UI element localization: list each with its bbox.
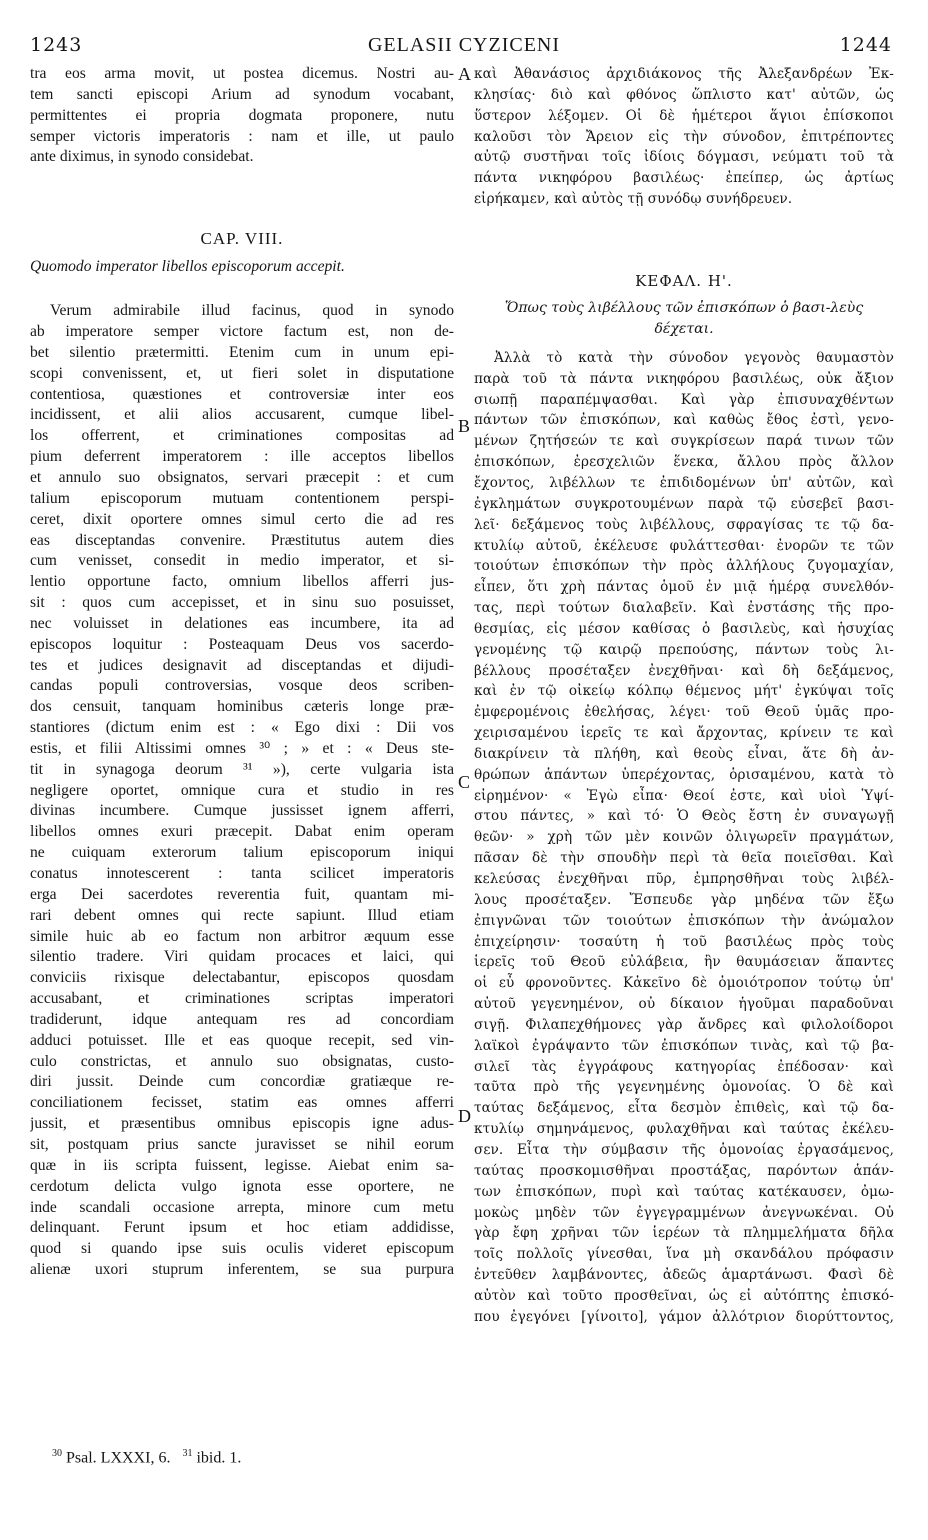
footnote-ref-30: Psal. LXXXI, 6. xyxy=(66,1449,171,1467)
text-line: delinquant. Ferunt ipsum et hoc etiam addidisse, xyxy=(30,1219,454,1237)
text-line: divinas incumbere. Cumque jussisset ignem afferri, xyxy=(30,802,454,820)
text-line: που ἐγεγόνει [γίνοιτο], γάμον ἀλλότριον διορύττοντος, xyxy=(474,1308,894,1325)
latin-chapter-subtitle: Quomodo imperator libellos episcoporum accepit. xyxy=(30,258,345,276)
text-line: contentiosa, quæstiones et controversiæ inter eos xyxy=(30,385,454,403)
text-line: οἱ εὖ φρονοῦντες. Κἀκεῖνο δὲ ὁμοιότροπον τούτῳ ὑπ' xyxy=(474,975,894,992)
latin-body-text xyxy=(30,301,454,1281)
text-line: πᾶσαν δὲ τὴν σπουδὴν περὶ τὰ θεῖα ποιεῖσθαι. Καὶ xyxy=(474,850,894,867)
text-line: cerdotum delicta vulgo ignota esse oportere, ne xyxy=(30,1177,454,1195)
text-line: adduci potuisset. Ille et eas quoque recepit, sed vin- xyxy=(30,1031,454,1049)
text-line: talium episcoporum mutuam contentionem perspi- xyxy=(30,489,454,507)
text-line: tit in synagoga deorum ³¹ »), certe vulgaria ista xyxy=(30,760,454,778)
section-marker-b: B xyxy=(458,416,471,436)
text-line: ἐπιχείρησιν· τοσαύτη ἡ τοῦ βασιλέως πρὸς τοὺς xyxy=(474,933,894,950)
text-line: τοῖς πολλοῖς γίνεσθαι, ἵνα μὴ σκανδάλου πρόφασιν xyxy=(474,1246,894,1263)
text-line: tes et judices designavit ad disceptandas et dijudi- xyxy=(30,656,454,674)
section-marker-c: C xyxy=(458,772,471,792)
latin-column xyxy=(30,64,454,1281)
text-line: γενομένης τῷ καιρῷ πρεπούσης, πάντων τοὺς λι- xyxy=(474,641,894,658)
greek-column xyxy=(474,64,894,1328)
text-line: κτυλίῳ αὐτοῦ, ἐκέλευσε φυλάττεσθαι· ἐνορῶν τε τῶν xyxy=(474,537,894,554)
text-line: tra eos arma movit, ut postea dicemus. Nostri au- xyxy=(30,65,454,82)
text-line: bet silentio prætermitti. Etenim cum in unum epi- xyxy=(30,343,454,361)
text-line: θεσμίας, εἰς μέσον καθίσας ὁ βασιλεὺς, καὶ ἡσυχίας xyxy=(474,620,894,637)
text-line: candas populi controversias, vosque deos scriben- xyxy=(30,677,454,695)
page-number-right: 1244 xyxy=(839,34,892,56)
text-line: silentio tradere. Viri quidam procaces et laici, qui xyxy=(30,948,454,966)
greek-chapter-title: ΚΕΦΑΛ. Η'. xyxy=(635,271,733,290)
text-line: Ἀλλὰ τὸ κατὰ τὴν σύνοδον γεγονὸς θαυμαστὸν xyxy=(494,349,894,366)
text-line: καλοῦσι τὸν Ἄρειον εἰς τὴν σύνοδον, ἐπιτρέποντες xyxy=(474,128,894,145)
text-line: ἔχοντος, λιβέλλων τε ἐπιδιδομένων ὑπ' αὐτῶν, καὶ xyxy=(474,474,894,491)
text-line: καὶ Ἀθανάσιος ἀρχιδιάκονος τῆς Ἀλεξανδρέων Ἐκ- xyxy=(474,66,894,82)
text-line: αὐτοῦ γεγενημένον, οὐ δίκαιον ἡγοῦμαι παραδοῦναι xyxy=(474,996,894,1013)
text-line: et annulo suo obsignatos, servari præcepit : et cum xyxy=(30,468,454,486)
text-line: erga Dei sacerdotes reverentia fuit, quantam mi- xyxy=(30,885,454,903)
text-line: αὐτὸν καὶ τοῦτο προσθεῖναι, ὡς εἰ αὐτόπτης ἐπισκό- xyxy=(474,1287,894,1304)
section-marker-d: D xyxy=(458,1106,471,1126)
text-line: βέλλους προσέταξεν ἐνεχθῆναι· καὶ δὴ δεξάμενος, xyxy=(474,662,894,679)
text-line: στου πάντες, » καὶ τό· Ὁ Θεὸς ἔστη ἐν συναγωγῇ xyxy=(474,808,894,825)
text-line: αὐτῷ συστῆναι τοῖς ἰδίοις δόγμασι, νεύματι τοῦ τὰ xyxy=(474,149,894,166)
running-title: GELASII CYZICENI xyxy=(367,34,561,56)
text-line: θεῶν· » χρὴ τῶν μὲν κοινῶν ὀλιγωρεῖν πραγμάτων, xyxy=(474,829,894,846)
text-line: scopi convenissent, et, ut fieri solet in disputatione xyxy=(30,364,454,382)
text-line: negligere oportet, omnique cura et studio in res xyxy=(30,781,454,799)
latin-top-paragraph xyxy=(30,64,454,168)
footnote-number-31: 31 xyxy=(182,1448,193,1459)
footnote-ref-31: ibid. 1. xyxy=(196,1449,242,1467)
text-line: estis, et filii Altissimi omnes ³⁰ ; » et : « Deus ste- xyxy=(30,739,454,757)
text-line: ἐγκλημάτων συγκροτουμένων παρὰ τῷ εὐσεβεῖ βασι- xyxy=(474,495,894,512)
text-line: λους προσέταξεν. Ἔσπευδε γὰρ μηδένα τῶν ἔξω xyxy=(474,891,894,908)
text-line: σιγῇ. Φιλαπεχθήμονες γὰρ ἄνδρες καὶ φιλολοίδοροι xyxy=(474,1016,894,1033)
text-line: quod si quando ipse suis oculis videret episcopum xyxy=(30,1240,454,1258)
text-line: culo constrictas, et annulo suo obsignatas, custo- xyxy=(30,1052,454,1070)
text-line: κτυλίῳ σημηνάμενος, φυλαχθῆναι καὶ ταύτας ἐκέλευ- xyxy=(474,1121,894,1138)
text-line: μοκὼς μηδὲν τῶν ἐγγεγραμμένων ἀνεγνωκέναι. Οὐ xyxy=(474,1204,894,1221)
text-line: εἶπεν, ὅτι χρὴ πάντας ὁμοῦ ἐν μιᾷ ἡμέρᾳ συνελθόν- xyxy=(474,579,894,596)
footnote-number-30: 30 xyxy=(52,1448,62,1459)
text-line: inde scandali occasione arrepta, minore cum metu xyxy=(30,1198,454,1216)
text-line: κελεύσας ἐνεχθῆναι πῦρ, ἐμπρησθῆναι τοὺς λιβέλ- xyxy=(474,871,894,887)
text-line: σιλεῖ τὰς ἐγγράφους κατηγορίας ἐπέδοσαν· καὶ xyxy=(474,1058,894,1075)
text-line: nec voluisset in delationes eas incumbere, ita ad xyxy=(30,614,454,632)
text-line: ab imperatore semper victore factum est, non de- xyxy=(30,323,454,341)
text-line: accusabant, et criminationes scriptas imperatori xyxy=(30,990,454,1008)
text-line: tem sancti episcopi Arium ad synodum vocabant, xyxy=(30,85,454,103)
text-line: diri jussit. Deinde cum concordiæ gratiæque re- xyxy=(30,1073,454,1091)
text-line: conviciis rixisque delectabantur, episcopos quosdam xyxy=(30,969,454,987)
text-line: διακρίνειν τὰ πλήθη, καὶ θεοὺς εἶναι, ἅτε δὴ ἀν- xyxy=(474,745,894,762)
text-line: πάντων τῶν ἐπισκόπων, καὶ καθὼς ἔθος ἐστὶ, γενο- xyxy=(474,412,894,429)
text-line: eas disceptandas convenire. Præstitutus autem dies xyxy=(30,531,454,549)
text-line: quæ in iis scripta fuissent, legisse. Aiebat enim sa- xyxy=(30,1156,454,1174)
text-line: εἰρημένον· « Ἐγὼ εἶπα· Θεοί ἐστε, καὶ υἱοὶ Ὑψί- xyxy=(474,787,894,804)
text-line: cum venisset, consedit in medio imperator, et si- xyxy=(30,552,454,570)
text-line: ταύτας δεξάμενος, εἶτα δεσμὸν ἐπιθεὶς, καὶ τῷ δα- xyxy=(474,1100,894,1117)
text-line: ἐμφερομένοις ἐθελήσας, λέγει· τοῦ Θεοῦ ὑμᾶς προ- xyxy=(474,704,894,721)
text-line: stantiores (dictum enim est : « Ego dixi : Dii vos xyxy=(30,719,454,737)
text-line: χειρισαμένου ἱερεῖς τε καὶ ἄρχοντας, κρίνειν τε καὶ xyxy=(474,725,894,742)
text-line: παρὰ τοῦ τὰ πάντα νικηφόρου βασιλέως, οὐκ ἄξιον xyxy=(474,370,894,387)
text-line: των ἐπισκόπων, πυρὶ καὶ ταύτας κατέκαυσεν, ὀμω- xyxy=(474,1183,894,1200)
text-line: conatus innotescerent : tanta scilicet imperatoris xyxy=(30,865,454,882)
text-line: λαϊκοὶ ἐγράψαντο τῶν ἐπισκόπων τινὰς, καὶ τῷ βα- xyxy=(474,1037,894,1054)
greek-top-paragraph xyxy=(474,64,894,210)
text-line: rari debent omnes qui recte sapiunt. Illud etiam xyxy=(30,906,454,924)
text-line: γὰρ ἔφη χρῆναι τῶν ἱερέων τὰ πλημμελήματα δῆλα xyxy=(474,1225,894,1242)
text-line: jussit, et præsentibus omnibus episcopis igne adus- xyxy=(30,1115,454,1133)
text-line: καὶ ἐν τῷ οἰκείῳ κόλπῳ θέμενος μήτ' ἐγκύψαι τοῖς xyxy=(474,683,894,700)
text-line: ὕστερον λέξομεν. Οἱ δὲ ἡμέτεροι ἅγιοι ἐπίσκοποι xyxy=(474,107,894,124)
text-line: σεν. Εἶτα τὴν σύμβασιν τῆς ὁμονοίας ἐργασάμενος, xyxy=(474,1141,894,1158)
text-line: ne cuiquam exterorum talium episcoporum iniqui xyxy=(30,844,454,862)
text-line: permittentes ei propria dogmata proponere, nutu xyxy=(30,106,454,124)
text-line: ταῦτα πρὸ τῆς γεγενημένης ὁμονοίας. Ὁ δὲ καὶ xyxy=(474,1079,894,1096)
text-line: simile huic ab eo factum non arbitror æquum esse xyxy=(30,927,454,945)
text-line: sit, postquam prius sancte juravisset se nihil eorum xyxy=(30,1135,454,1153)
text-line: ἐντεῦθεν λαμβάνοντες, ἀδεῶς ἁμαρτάνωσι. Φασὶ δὲ xyxy=(474,1267,894,1284)
text-line: κλησίας· διὸ καὶ φθόνος ὥπλιστο κατ' αὐτῶν, ὡς xyxy=(474,86,894,103)
text-line: episcopos loquitur : Posteaquam Deus vos sacerdo- xyxy=(30,635,454,653)
latin-chapter-title: CAP. VIII. xyxy=(200,229,284,249)
text-line: τας, περὶ τούτων διαλαβεῖν. Καὶ ἐνστάσης τῆς προ- xyxy=(474,600,894,617)
text-line: τοιούτων ἐπισκόπων τὴν πρὸς ἀλλήλους ζυγομαχίαν, xyxy=(474,558,894,575)
text-line: dos censuit, tanquam hominibus cæteris longe præ- xyxy=(30,698,454,716)
text-line: pium deferrent imperatorem : ille acceptos libellos xyxy=(30,448,454,466)
text-line: libellos omnes exuri præcepit. Dabat enim operam xyxy=(30,823,454,841)
text-line: ἐπιγνῶναι τῶν τοιούτων ἐπισκόπων τὴν ἀνώμαλον xyxy=(474,912,894,929)
text-line: ante diximus, in synodo considebat. xyxy=(30,148,254,166)
text-line: semper victoris imperatoris : nam et ille, ut paulo xyxy=(30,127,454,145)
text-line: ἐπισκόπων, ἐρεσχελιῶν ἕνεκα, ἄλλου πρὸς ἄλλον xyxy=(474,454,894,471)
text-line: Verum admirabile illud facinus, quod in synodo xyxy=(50,302,454,320)
text-line: tradiderunt, idque antequam res ad concordiam xyxy=(30,1010,454,1028)
text-line: ἱερεῖς τοῦ Θεοῦ εὐλάβεια, ἣν θαυμάσειαν ἅπαντες xyxy=(474,954,894,971)
greek-chapter-subtitle: Ὅπως τοὺς λιβέλλους τῶν ἐπισκόπων ὁ βασι-λεὺς δέχεται. xyxy=(504,299,864,337)
text-line: alienæ uxori stuprum inferentem, se sua purpura xyxy=(30,1261,454,1279)
text-line: μένων ζητήσεών τε καὶ συγκρίσεων παρά τινων τῶν xyxy=(474,433,894,450)
text-line: εἰρήκαμεν, καὶ αὐτὸς τῇ συνόδῳ συνήδρευεν. xyxy=(474,191,793,208)
text-line: lentio opportune facto, omnium libellos afferri jus- xyxy=(30,573,454,591)
text-line: conciliationem fecisset, statim eas omnes afferri xyxy=(30,1094,454,1112)
section-marker-a: A xyxy=(458,64,471,84)
text-line: θρώπων ἁπάντων ὑπερέχοντας, ὁρισαμένου, κατὰ τὸ xyxy=(474,766,894,783)
text-line: λεῖ· δεξάμενος τοὺς λιβέλλους, σφραγίσας τε τῷ δα- xyxy=(474,516,894,533)
text-line: los offerrent, et criminationes compositas ad xyxy=(30,427,454,445)
footnote xyxy=(52,1448,241,1467)
text-line: ταύτας προσκομισθῆναι προστάξας, παρόντων ἁπάν- xyxy=(474,1162,894,1179)
text-line: σιωπῇ παραπέμψασθαι. Καὶ γὰρ ἐπισυναχθέντων xyxy=(474,391,894,408)
page-number-left: 1243 xyxy=(30,34,83,56)
text-line: ceret, dixit oportere omnes simul certo die ad res xyxy=(30,510,454,528)
greek-body-text xyxy=(474,348,894,1328)
text-line: πάντα νικηφόρου βασιλέως· ἐπείπερ, ὡς ἀρτίως xyxy=(474,170,894,187)
text-line: sit : quos cum accepisset, et in sinu suo posuisset, xyxy=(30,594,454,612)
page-header xyxy=(0,34,928,60)
text-line: incidissent, et alii alios accusarent, cumque libel- xyxy=(30,406,454,424)
